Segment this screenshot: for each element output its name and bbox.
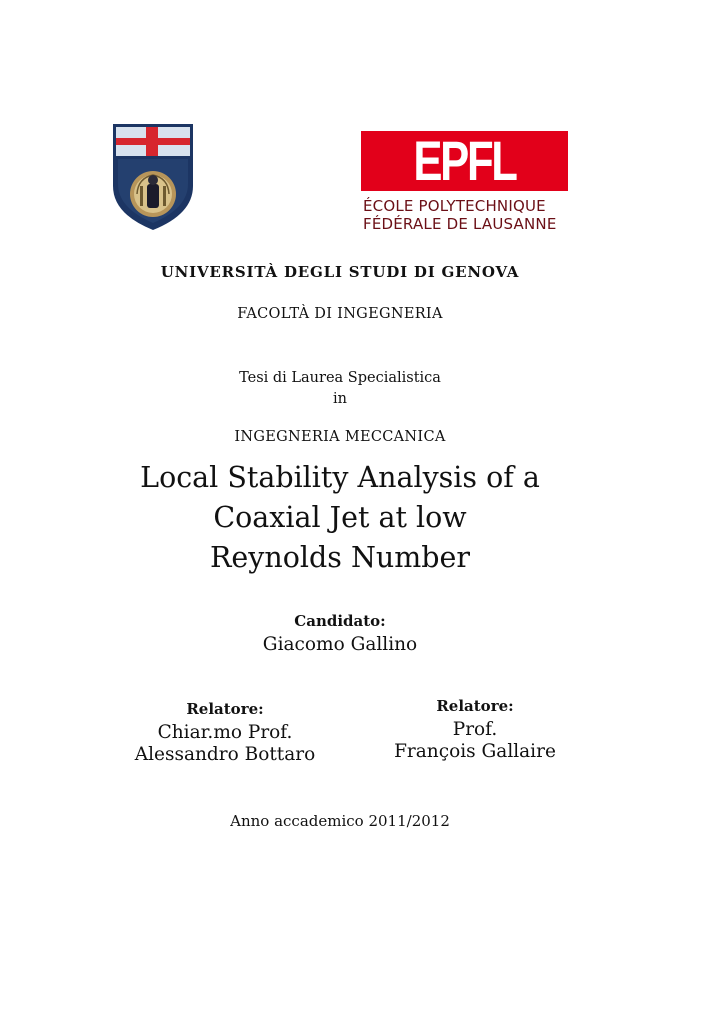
supervisor-name: François Gallaire bbox=[394, 741, 556, 762]
thesis-type bbox=[0, 368, 680, 410]
epfl-logo bbox=[361, 131, 568, 235]
epfl-wordmark: EPFL bbox=[413, 129, 516, 192]
supervisor-label: Relatore: bbox=[436, 697, 514, 715]
candidate-name: Giacomo Gallino bbox=[262, 634, 418, 655]
supervisor-name: Alessandro Bottaro bbox=[134, 744, 316, 765]
university-of-genoa-crest-icon bbox=[110, 122, 196, 232]
supervisor-title: Chiar.mo Prof. bbox=[157, 722, 293, 743]
epfl-name-line2: FÉDÉRALE DE LAUSANNE bbox=[363, 215, 557, 233]
thesis-type-line1: Tesi di Laurea Specialistica bbox=[239, 370, 441, 386]
thesis-title-line2: Coaxial Jet at low bbox=[213, 501, 467, 534]
epfl-name-line1: ÉCOLE POLYTECHNIQUE bbox=[363, 197, 546, 215]
thesis-title-line3: Reynolds Number bbox=[209, 541, 471, 574]
thesis-type-line2: in bbox=[333, 391, 347, 407]
thesis-title bbox=[0, 458, 680, 578]
thesis-title-line1: Local Stability Analysis of a bbox=[140, 461, 540, 494]
candidate-label: Candidato: bbox=[294, 612, 386, 630]
discipline: INGEGNERIA MECCANICA bbox=[234, 429, 446, 445]
supervisor-2 bbox=[380, 697, 570, 763]
university-name: UNIVERSITÀ DEGLI STUDI DI GENOVA bbox=[160, 263, 520, 281]
supervisor-label: Relatore: bbox=[186, 700, 264, 718]
supervisor-1 bbox=[130, 700, 320, 766]
faculty-name: FACOLTÀ DI INGEGNERIA bbox=[237, 306, 443, 322]
academic-year: Anno accademico 2011/2012 bbox=[230, 812, 450, 830]
supervisor-title: Prof. bbox=[452, 719, 498, 740]
